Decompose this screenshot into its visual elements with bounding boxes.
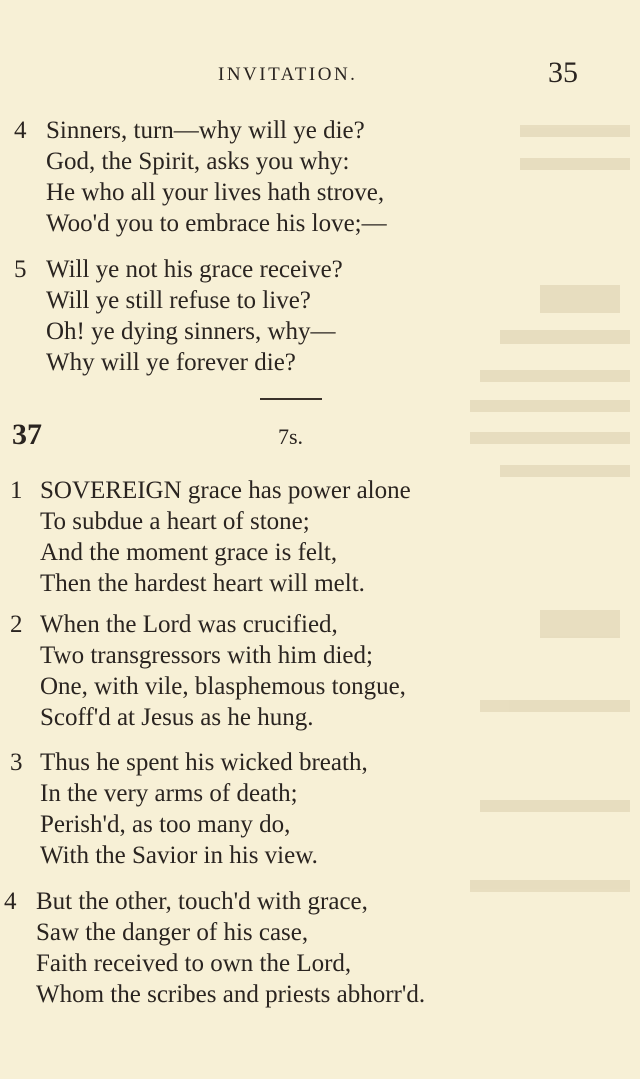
verse-line-text: Will ye still refuse to live? bbox=[46, 287, 311, 314]
verse-line bbox=[0, 208, 640, 239]
verse-line bbox=[0, 886, 640, 917]
prev-hymn-verse-5 bbox=[0, 254, 640, 378]
verse-line-text: Scoff'd at Jesus as he hung. bbox=[40, 704, 314, 731]
verse-line bbox=[0, 506, 640, 537]
hymn-verse-1 bbox=[0, 475, 640, 599]
verse-line-text: Oh! ye dying sinners, why— bbox=[46, 318, 336, 345]
verse-line bbox=[0, 177, 640, 208]
verse-line-text: Thus he spent his wicked breath, bbox=[40, 749, 368, 776]
section-divider-rule bbox=[260, 398, 322, 400]
verse-line-text: God, the Spirit, asks you why: bbox=[46, 148, 350, 175]
verse-number: 5 bbox=[14, 256, 27, 283]
verse-number: 2 bbox=[10, 611, 23, 638]
verse-line-text: Why will ye forever die? bbox=[46, 349, 296, 376]
verse-line bbox=[0, 285, 640, 316]
hymn-verse-2 bbox=[0, 609, 640, 733]
verse-line bbox=[0, 948, 640, 979]
verse-line bbox=[0, 475, 640, 506]
verse-line-text: Will ye not his grace receive? bbox=[46, 256, 343, 283]
verse-line bbox=[0, 316, 640, 347]
verse-line-text: With the Savior in his view. bbox=[40, 842, 318, 869]
verse-line bbox=[0, 747, 640, 778]
verse-number: 1 bbox=[10, 477, 23, 504]
hymn-meter: 7s. bbox=[278, 424, 304, 449]
verse-line bbox=[0, 254, 640, 285]
verse-line bbox=[0, 840, 640, 871]
verse-line-text: Then the hardest heart will melt. bbox=[40, 570, 365, 597]
verse-line-text: When the Lord was crucified, bbox=[40, 611, 338, 638]
verse-line-text: Perish'd, as too many do, bbox=[40, 811, 291, 838]
verse-line bbox=[0, 609, 640, 640]
verse-line-text: And the moment grace is felt, bbox=[40, 539, 338, 566]
verse-line bbox=[0, 809, 640, 840]
verse-number: 4 bbox=[4, 888, 17, 915]
verse-line-text: Two transgressors with him died; bbox=[40, 642, 373, 669]
verse-line bbox=[0, 537, 640, 568]
hymn-verse-4 bbox=[0, 886, 640, 1010]
verse-line bbox=[0, 115, 640, 146]
running-header-title: INVITATION. bbox=[218, 64, 358, 85]
verse-line bbox=[0, 568, 640, 599]
verse-line-text: SOVEREIGN grace has power alone bbox=[40, 477, 411, 504]
verse-line-text: He who all your lives hath strove, bbox=[46, 179, 385, 206]
hymn-number: 37 bbox=[12, 418, 42, 451]
verse-line bbox=[0, 146, 640, 177]
verse-line bbox=[0, 917, 640, 948]
verse-line-text: In the very arms of death; bbox=[40, 780, 298, 807]
verse-number: 3 bbox=[10, 749, 23, 776]
verse-line bbox=[0, 671, 640, 702]
verse-line-text: One, with vile, blasphemous tongue, bbox=[40, 673, 406, 700]
prev-hymn-verse-4 bbox=[0, 115, 640, 239]
verse-line-text: But the other, touch'd with grace, bbox=[36, 888, 368, 915]
verse-line-text: Whom the scribes and priests abhorr'd. bbox=[36, 981, 426, 1008]
verse-line bbox=[0, 640, 640, 671]
verse-line-text: Faith received to own the Lord, bbox=[36, 950, 352, 977]
verse-line bbox=[0, 979, 640, 1010]
verse-line bbox=[0, 778, 640, 809]
verse-line-text: Saw the danger of his case, bbox=[36, 919, 309, 946]
page-number: 35 bbox=[548, 56, 578, 89]
verse-line-text: Woo'd you to embrace his love;— bbox=[46, 210, 387, 237]
verse-line-text: To subdue a heart of stone; bbox=[40, 508, 310, 535]
verse-line bbox=[0, 347, 640, 378]
hymn-verse-3 bbox=[0, 747, 640, 871]
verse-line-text: Sinners, turn—why will ye die? bbox=[46, 117, 365, 144]
verse-number: 4 bbox=[14, 117, 27, 144]
verse-line bbox=[0, 702, 640, 733]
